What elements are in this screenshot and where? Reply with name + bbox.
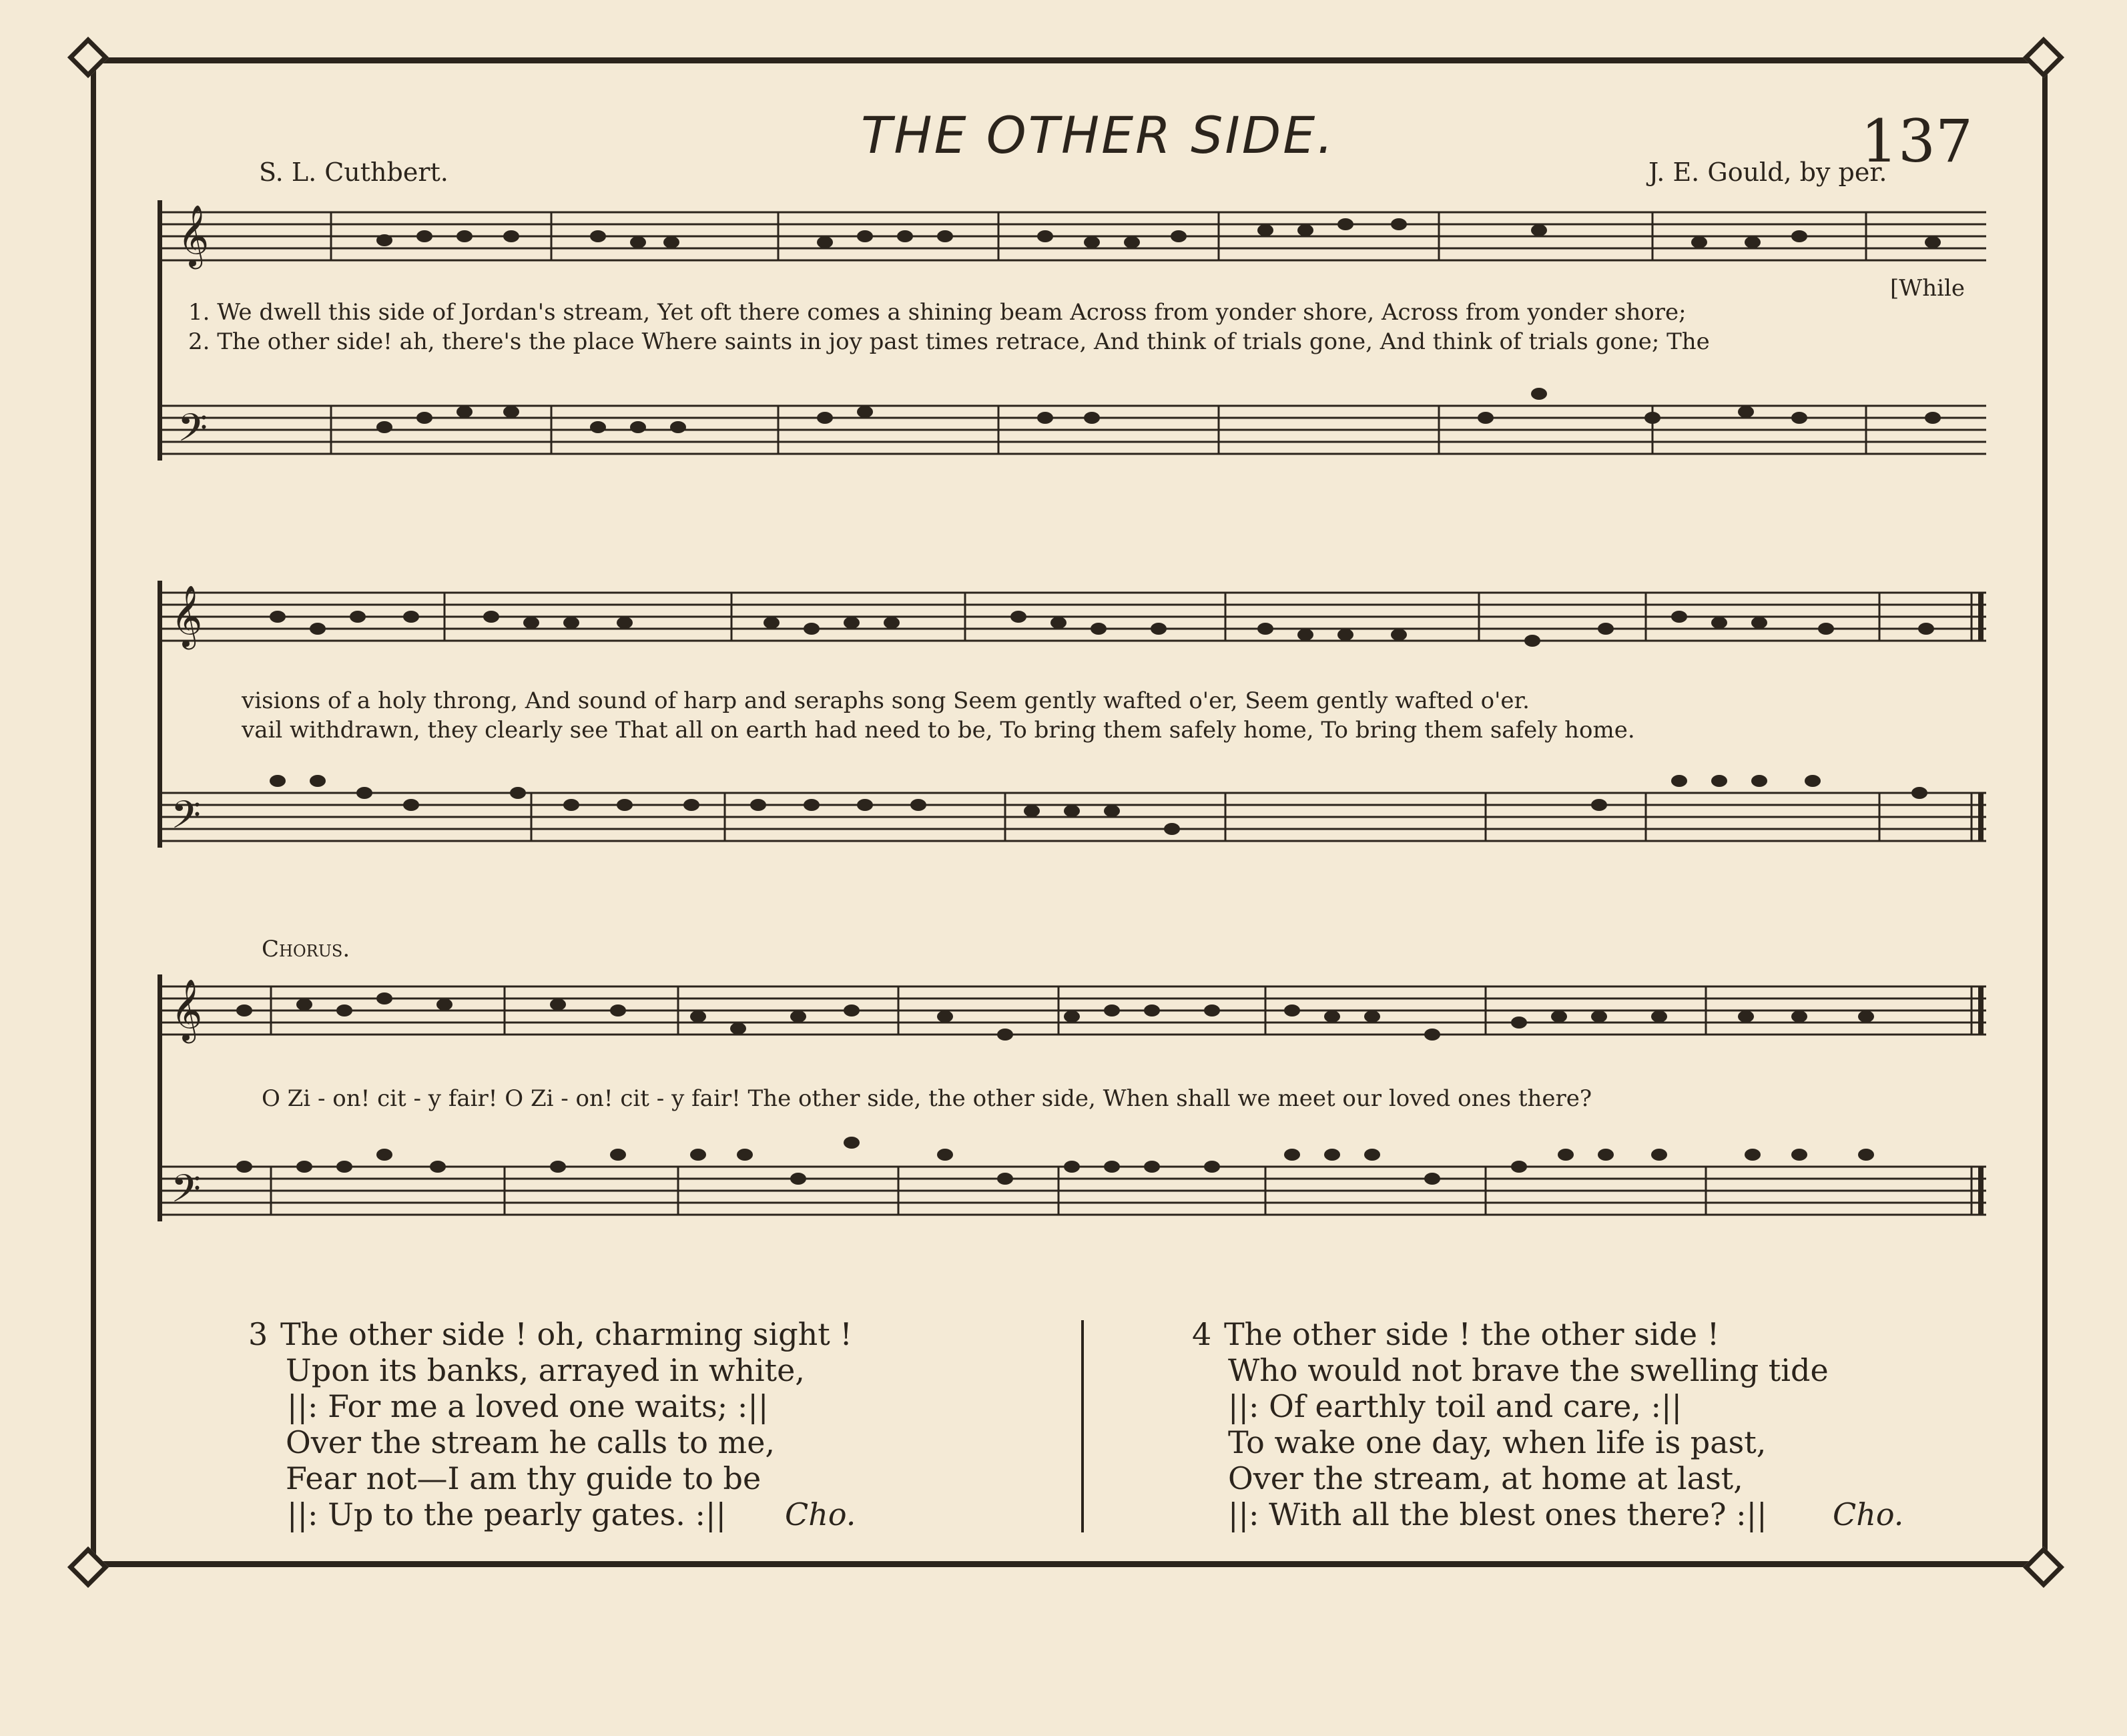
verse-4-line-1: The other side ! the other side ! — [1224, 1316, 1720, 1352]
verse-3-line-5: Fear not—I am thy guide to be — [286, 1460, 762, 1496]
verse-3-line-3: ||: For me a loved one waits; :|| — [287, 1388, 769, 1424]
lyricist-credit: S. L. Cuthbert. — [259, 158, 448, 187]
verse-4-line-6: ||: With all the blest ones there? :|| — [1228, 1496, 1767, 1532]
verse-4-line-5: Over the stream, at home at last, — [1228, 1460, 1743, 1496]
verse-3-line-1: The other side ! oh, charming sight ! — [280, 1316, 852, 1352]
verse-1-line-2: visions of a holy throng, And sound of harp and seraphs song Seem gently wafted o'er, Seem gently wafted o'er. — [242, 687, 1530, 714]
chorus-label: Chorus. — [262, 936, 350, 962]
svg-text:𝄞: 𝄞 — [178, 204, 210, 266]
verse-4-line-2: Who would not brave the swelling tide — [1228, 1352, 1829, 1388]
music-system-chorus — [158, 974, 1986, 1255]
verse-3-chorus-cue: Cho. — [785, 1496, 856, 1532]
hymn-title: THE OTHER SIDE. — [861, 105, 1335, 165]
page-number: 137 — [1861, 107, 1973, 176]
svg-text:𝄢: 𝄢 — [171, 1166, 202, 1221]
verse-4-line-3: ||: Of earthly toil and care, :|| — [1228, 1388, 1683, 1424]
chorus-lyrics: O Zi - on! cit - y fair! O Zi - on! cit - y fair! The other side, the other side, When shall we meet our loved ones there? — [262, 1085, 1592, 1112]
column-divider — [1081, 1320, 1084, 1532]
verse-3-line-2: Upon its banks, arrayed in white, — [286, 1352, 805, 1388]
svg-text:𝄢: 𝄢 — [178, 405, 208, 460]
verse-4-line-4: To wake one day, when life is past, — [1228, 1424, 1767, 1460]
verse-1-continuation: [While — [1890, 275, 1965, 302]
verse-2-line-2: vail withdrawn, they clearly see That all on earth had need to be, To bring them safely home, To bring them safely home. — [242, 717, 1635, 744]
verse-2-line-1: 2. The other side! ah, there's the place Where saints in joy past times retrace, And think of trials gone, And think of trials gone; The — [188, 328, 1710, 355]
svg-text:𝄞: 𝄞 — [171, 585, 203, 647]
verse-4-number: 4 — [1192, 1316, 1212, 1352]
svg-text:𝄞: 𝄞 — [171, 978, 203, 1041]
verse-4-chorus-cue: Cho. — [1833, 1496, 1904, 1532]
svg-text:𝄢: 𝄢 — [171, 792, 202, 847]
verse-3-line-6: ||: Up to the pearly gates. :|| — [287, 1496, 727, 1532]
composer-credit: J. E. Gould, by per. — [1648, 158, 1887, 187]
verse-1-line-1: 1. We dwell this side of Jordan's stream, Yet oft there comes a shining beam Across from yonder shore, Across from yonder shore; — [188, 299, 1687, 326]
verse-3-number: 3 — [248, 1316, 268, 1352]
verse-3-line-4: Over the stream he calls to me, — [286, 1424, 776, 1460]
